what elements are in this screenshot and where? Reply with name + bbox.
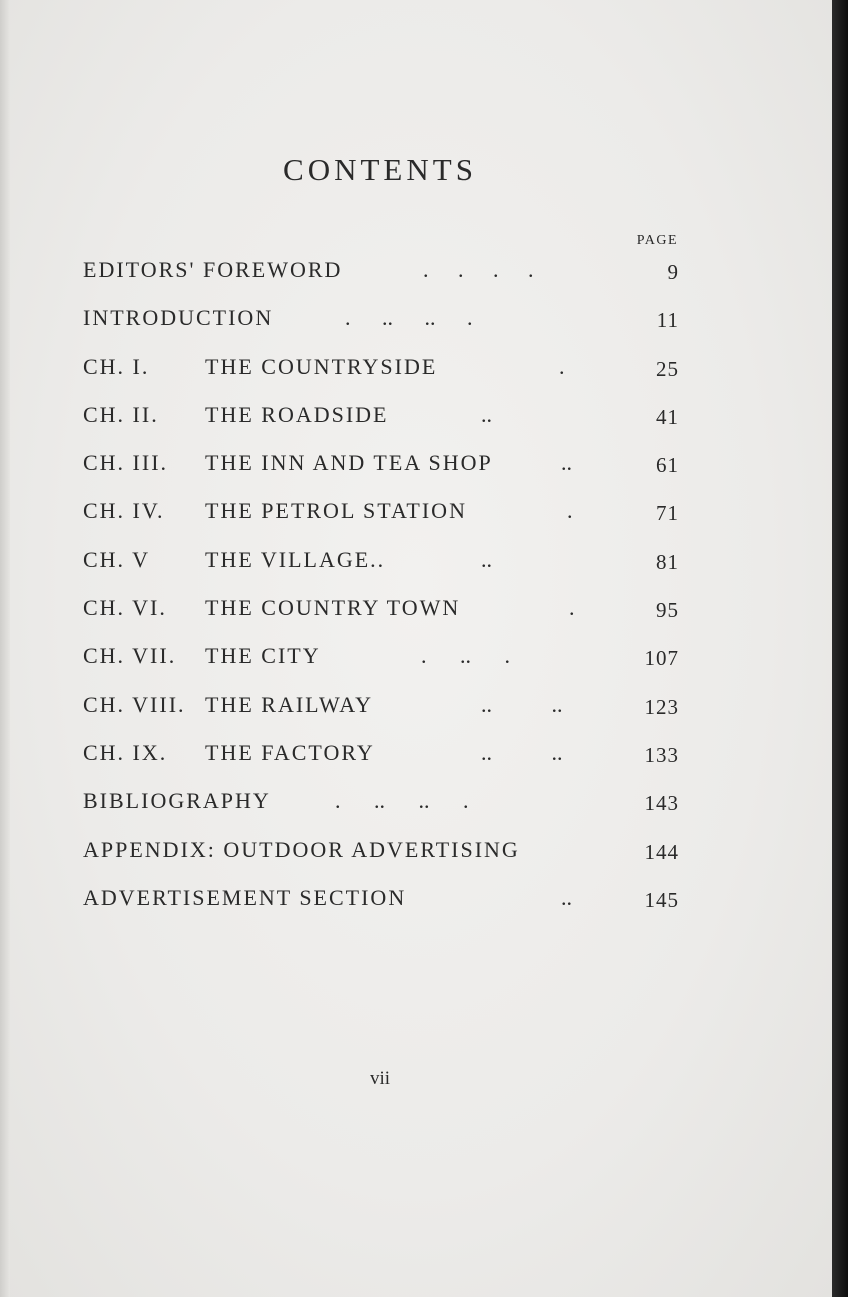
toc-page-number: 61 xyxy=(656,453,679,478)
toc-page-number: 11 xyxy=(656,308,679,333)
toc-entry-village xyxy=(83,540,681,588)
toc-title: THE FACTORY xyxy=(205,739,375,765)
toc-title: THE COUNTRYSIDE xyxy=(205,353,438,379)
toc-title: THE COUNTRY TOWN xyxy=(205,595,461,621)
toc-entry-country-town xyxy=(83,588,681,636)
page-folio: vii xyxy=(369,1068,391,1089)
toc-title: THE ROADSIDE xyxy=(205,401,389,427)
toc-chapter-number: CH. III. xyxy=(83,450,169,476)
toc-title: THE RAILWAY xyxy=(205,691,374,717)
toc-title: INTRODUCTION xyxy=(83,305,274,331)
toc-entry-foreword xyxy=(83,250,681,298)
toc-page-number: 107 xyxy=(644,646,679,671)
toc-page-number: 81 xyxy=(656,549,679,574)
page-column-label: PAGE xyxy=(636,233,678,248)
toc-title: THE VILLAGE.. xyxy=(205,546,386,572)
toc-leader: . .. . xyxy=(421,643,510,669)
toc-chapter-number: CH. VIII. xyxy=(83,691,186,717)
toc-entry-city xyxy=(83,636,681,684)
toc-title: EDITORS' FOREWORD xyxy=(83,257,343,282)
toc-leader: .. .. xyxy=(481,691,563,717)
toc-leader: . xyxy=(567,498,573,524)
toc-leader: .. xyxy=(561,450,572,476)
toc-leader: . xyxy=(569,595,575,621)
toc-chapter-number: CH. VII. xyxy=(83,643,177,669)
toc-leader: .. xyxy=(481,401,492,427)
page-gutter xyxy=(0,0,10,1297)
toc-entry-introduction xyxy=(83,298,681,346)
contents-heading: CONTENTS xyxy=(283,152,477,187)
page-edge-shadow xyxy=(832,0,848,1297)
toc-page-number: 133 xyxy=(644,742,679,767)
toc-chapter-number: CH. V xyxy=(83,546,151,572)
table-of-contents xyxy=(83,250,681,926)
toc-entry-appendix xyxy=(83,830,681,878)
toc-page-number: 9 xyxy=(667,260,679,284)
toc-title: THE PETROL STATION xyxy=(205,498,467,524)
toc-entry-bibliography xyxy=(83,781,681,829)
toc-chapter-number: CH. IV. xyxy=(83,498,165,524)
toc-entry-advertisement-section xyxy=(83,878,681,926)
toc-leader: .. xyxy=(561,884,572,910)
toc-page-number: 145 xyxy=(644,887,679,912)
toc-title: APPENDIX: OUTDOOR ADVERTISING xyxy=(83,836,520,862)
toc-leader: .. .. xyxy=(481,739,563,765)
toc-chapter-number: CH. I. xyxy=(83,353,150,379)
toc-chapter-number: CH. VI. xyxy=(83,595,167,621)
toc-entry-countryside xyxy=(83,347,681,395)
toc-entry-petrol-station xyxy=(83,491,681,539)
toc-entry-roadside xyxy=(83,395,681,443)
toc-page-number: 143 xyxy=(644,791,679,816)
toc-chapter-number: CH. II. xyxy=(83,401,159,427)
toc-page-number: 144 xyxy=(644,839,679,864)
toc-page-number: 123 xyxy=(644,694,679,719)
toc-title: ADVERTISEMENT SECTION xyxy=(83,884,407,910)
toc-entry-inn xyxy=(83,443,681,491)
toc-leader: .. xyxy=(481,546,492,572)
toc-leader: . xyxy=(559,353,565,379)
toc-page-number: 95 xyxy=(656,598,679,623)
toc-page-number: 71 xyxy=(656,501,679,526)
toc-title: BIBLIOGRAPHY xyxy=(83,788,271,814)
toc-leader: . .. .. . xyxy=(335,788,469,814)
toc-page-number: 41 xyxy=(656,404,679,429)
toc-title: THE CITY xyxy=(205,643,321,669)
toc-page-number: 25 xyxy=(656,356,679,381)
toc-chapter-number: CH. IX. xyxy=(83,739,168,765)
toc-entry-railway xyxy=(83,685,681,733)
toc-leader: . . . . xyxy=(423,257,534,282)
toc-entry-factory xyxy=(83,733,681,781)
toc-title: THE INN AND TEA SHOP xyxy=(205,450,493,476)
toc-leader: . .. .. . xyxy=(345,305,473,331)
